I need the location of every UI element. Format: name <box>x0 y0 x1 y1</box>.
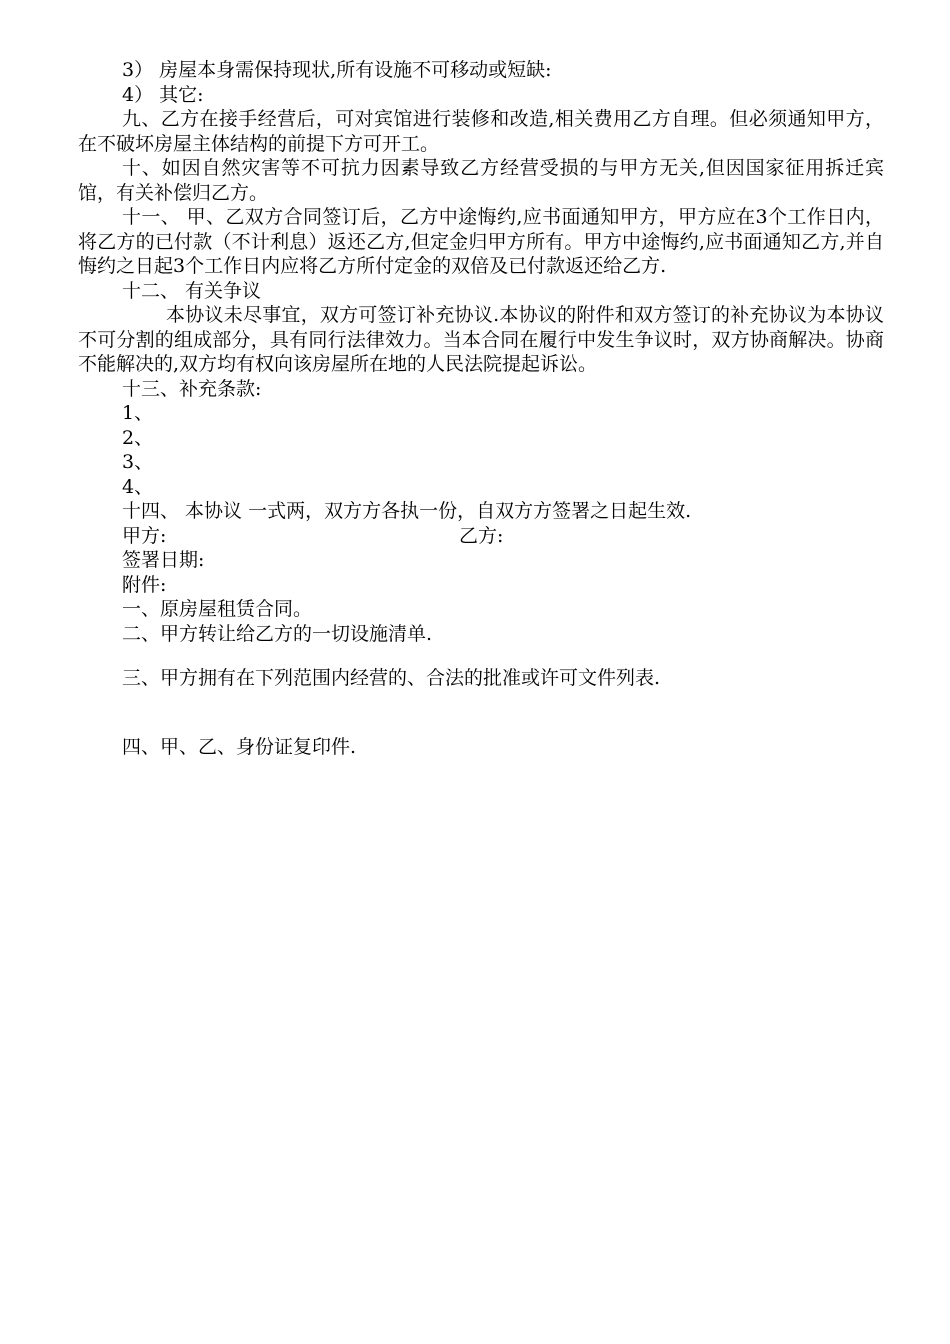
item-3: 3） 房屋本身需保持现状,所有设施不可移动或短缺: <box>122 59 552 81</box>
spacer <box>78 691 884 735</box>
item-4: 4） 其它: <box>122 83 204 106</box>
attachment-3: 三、甲方拥有在下列范围内经营的、合法的批准或许可文件列表. <box>122 667 661 689</box>
clause-13-heading: 十三、补充条款: <box>122 377 262 400</box>
clause-14: 十四、 本协议 一式两，双方方各执一份，自双方方签署之日起生效. <box>122 500 692 522</box>
supplement-item-3: 3、 <box>122 451 154 473</box>
signing-date-label: 签署日期: <box>122 549 205 571</box>
attachment-2: 二、甲方转让给乙方的一切设施清单. <box>122 622 433 645</box>
spacer <box>78 646 884 666</box>
attachment-4: 四、甲、乙、身份证复印件. <box>122 735 357 758</box>
contract-body <box>78 58 884 759</box>
clause-9: 九、乙方在接手经营后，可对宾馆进行装修和改造,相关费用乙方自理。但必须通知甲方，在不破坏房屋主体结构的前提下方可开工。 <box>78 108 884 155</box>
clause-10: 十、如因自然灾害等不可抗力因素导致乙方经营受损的与甲方无关,但因国家征用拆迁宾馆，有关补偿归乙方。 <box>78 157 884 204</box>
supplement-item-2: 2、 <box>122 426 154 449</box>
party-a-label: 甲方: <box>122 524 167 547</box>
supplement-item-4: 4、 <box>122 475 154 498</box>
attachment-1: 一、原房屋租赁合同。 <box>122 598 313 620</box>
clause-11: 十一、 甲、乙双方合同签订后，乙方中途悔约,应书面通知甲方，甲方应在3个工作日内，将乙方的已付款（不计利息）返还乙方,但定金归甲方所有。甲方中途悔约,应书面通知乙方,并自悔约之日起3个工作日内应将乙方所付定金的双倍及已付款返还给乙方. <box>78 206 884 277</box>
supplement-item-1: 1、 <box>122 402 154 424</box>
clause-12-body: 本协议未尽事宜，双方可签订补充协议.本协议的附件和双方签订的补充协议为本协议不可分割的组成部分，具有同行法律效力。当本合同在履行中发生争议时，双方协商解决。协商不能解决的,双方均有权向该房屋所在地的人民法院提起诉讼。 <box>78 304 884 375</box>
attachments-heading: 附件: <box>122 573 167 596</box>
party-b-label: 乙方: <box>459 524 504 547</box>
clause-12-heading: 十二、 有关争议 <box>122 279 262 302</box>
signature-row <box>78 524 884 549</box>
